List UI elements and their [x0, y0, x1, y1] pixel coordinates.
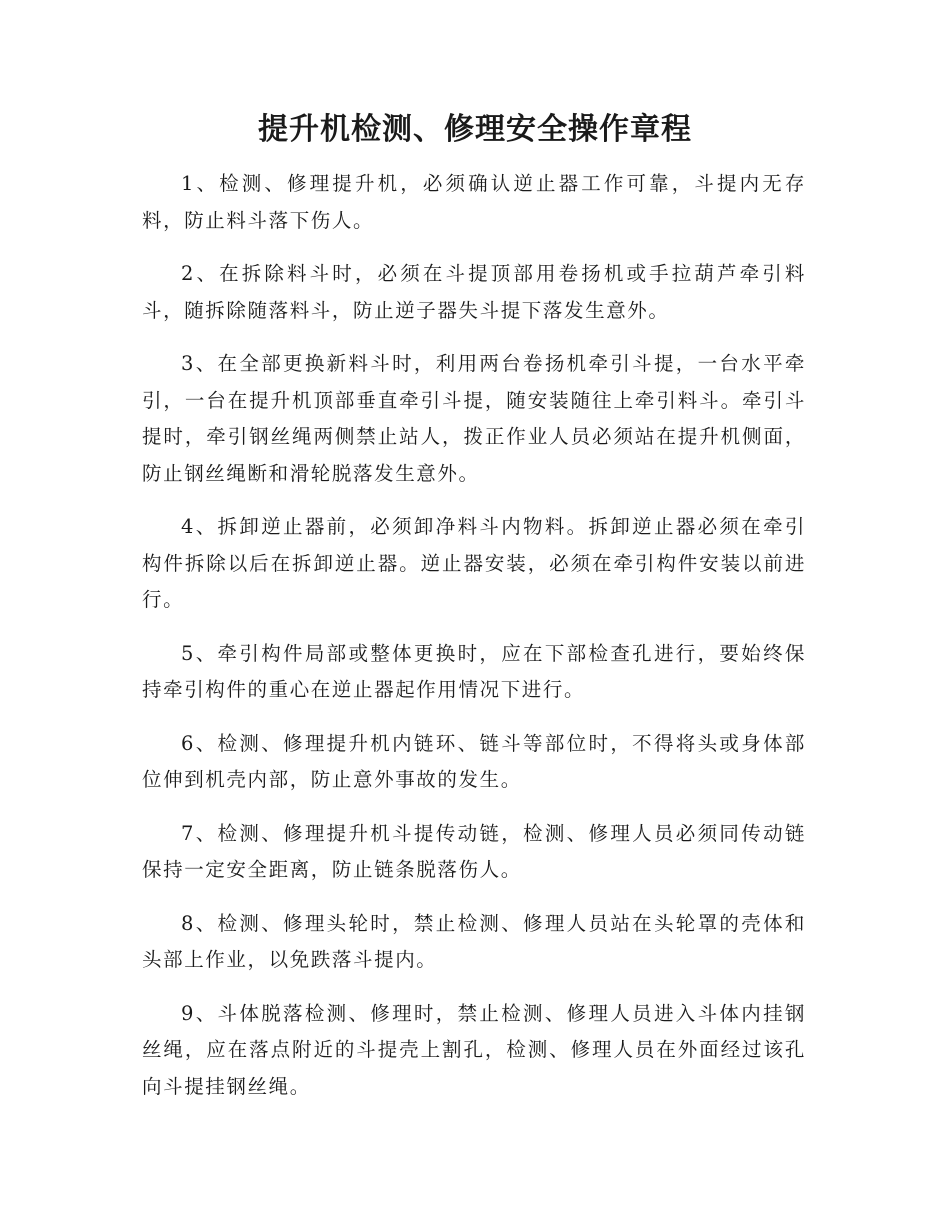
paragraph-7: 7、检测、修理提升机斗提传动链，检测、修理人员必须同传动链保持一定安全距离，防止链条脱落伤人。 — [142, 821, 806, 881]
paragraph-9: 9、斗体脱落检测、修理时，禁止检测、修理人员进入斗体内挂钢丝绳，应在落点附近的斗提壳上割孔，检测、修理人员在外面经过该孔向斗提挂钢丝绳。 — [142, 1001, 806, 1098]
paragraph-1: 1、检测、修理提升机，必须确认逆止器工作可靠，斗提内无存料，防止料斗落下伤人。 — [142, 172, 806, 232]
paragraph-3: 3、在全部更换新料斗时，利用两台卷扬机牵引斗提，一台水平牵引，一台在提升机顶部垂直牵引斗提，随安装随往上牵引料斗。牵引斗提时，牵引钢丝绳两侧禁止站人，拨正作业人员必须站在提升机侧面，防止钢丝绳断和滑轮脱落发生意外。 — [142, 352, 806, 485]
paragraph-4: 4、拆卸逆止器前，必须卸净料斗内物料。拆卸逆止器必须在牵引构件拆除以后在拆卸逆止器。逆止器安装，必须在牵引构件安装以前进行。 — [142, 515, 806, 611]
document-body — [142, 166, 806, 1122]
paragraph-6: 6、检测、修理提升机内链环、链斗等部位时，不得将头或身体部位伸到机壳内部，防止意外事故的发生。 — [142, 731, 806, 791]
paragraph-5: 5、牵引构件局部或整体更换时，应在下部检查孔进行，要始终保持牵引构件的重心在逆止器起作用情况下进行。 — [142, 641, 806, 701]
paragraph-8: 8、检测、修理头轮时，禁止检测、修理人员站在头轮罩的壳体和头部上作业，以免跌落斗提内。 — [142, 911, 806, 971]
paragraph-2: 2、在拆除料斗时，必须在斗提顶部用卷扬机或手拉葫芦牵引料斗，随拆除随落料斗，防止逆子器失斗提下落发生意外。 — [142, 262, 806, 322]
document-title: 提升机检测、修理安全操作章程 — [258, 112, 692, 147]
